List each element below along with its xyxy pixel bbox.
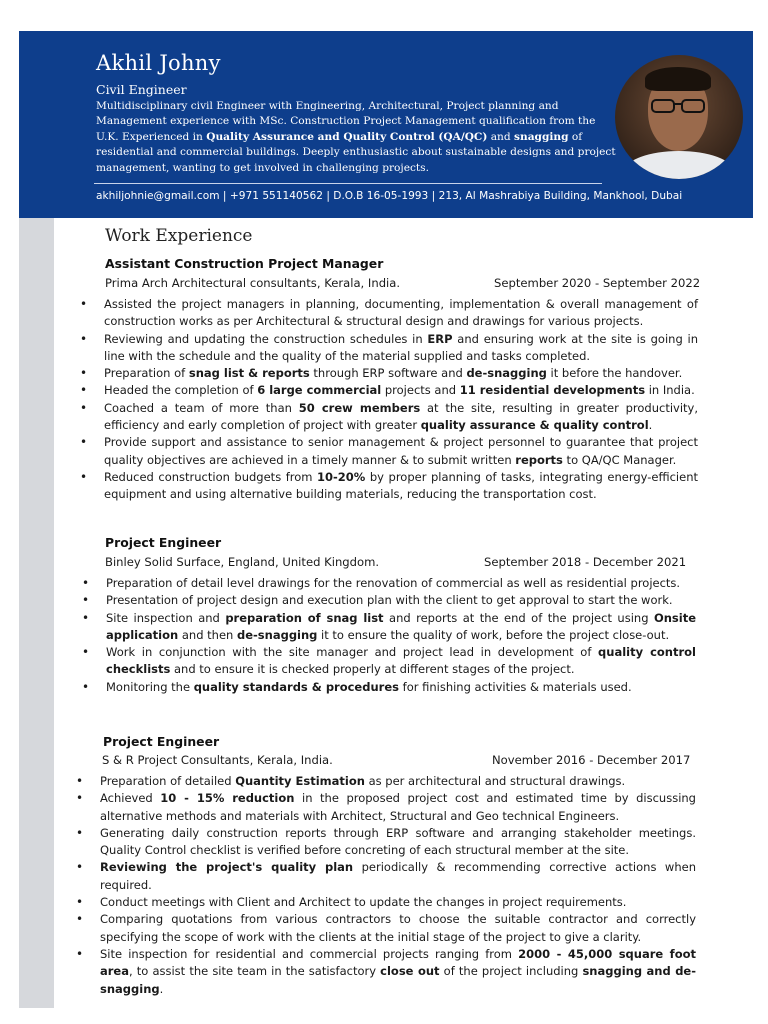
job-company: Prima Arch Architectural consultants, Kerala, India.	[105, 276, 401, 290]
bold-text: ERP	[427, 331, 453, 346]
text-run: in India.	[645, 383, 695, 398]
candidate-name: Akhil Johny	[96, 51, 221, 75]
text-run: Headed the completion of	[104, 383, 258, 398]
bullet-item	[100, 911, 696, 946]
bold-text: quality assurance & quality control	[420, 418, 649, 433]
text-run: it to ensure the quality of work, before the project close-out.	[317, 627, 670, 642]
bold-text: Reviewing the project's quality plan	[100, 860, 354, 875]
text-run: Monitoring the	[106, 679, 194, 694]
photo-hair	[645, 67, 711, 91]
job-dates: November 2016 - December 2017	[492, 753, 691, 767]
text-run: Site inspection for residential and commercial projects ranging from	[100, 946, 519, 961]
bold-text: preparation of snag list	[225, 610, 384, 625]
text-run: Preparation of detailed	[100, 774, 236, 788]
glasses-icon	[650, 99, 706, 113]
bullet-item	[106, 679, 696, 696]
bullet-item	[106, 610, 696, 645]
text-run: for finishing activities & materials used.	[398, 679, 632, 694]
text-run: Site inspection and	[106, 610, 226, 625]
bullet-item	[104, 400, 698, 435]
bullet-item	[104, 382, 698, 399]
text-run: at the site, resulting in greater productivity, efficiency and early completion of project with greater	[104, 400, 698, 433]
bold-text: reports	[515, 452, 563, 467]
bold-text: snagging	[514, 130, 569, 143]
text-run: to QA/QC Manager.	[562, 452, 677, 467]
header-banner	[19, 31, 753, 218]
bold-text: 11 residential developments	[459, 383, 646, 398]
text-run: Provide support and assistance to senior management & project personnel to guarantee that project quality objectives are achieved in a timely manner & to submit written	[104, 435, 698, 467]
job-title: Assistant Construction Project Manager	[105, 256, 384, 271]
bold-text: de-snagging	[466, 366, 547, 381]
text-run: by proper planning of tasks, integrating energy-efficient equipment and using alternative building materials, reducing the transportation cost.	[104, 469, 698, 502]
bullet-item	[104, 469, 698, 504]
candidate-role: Civil Engineer	[96, 82, 187, 97]
bullet-item	[100, 790, 696, 825]
job-company: Binley Solid Surface, England, United Kingdom.	[105, 555, 380, 569]
bold-text: close out	[380, 964, 440, 979]
profile-photo	[615, 55, 743, 179]
bullet-item	[106, 592, 696, 609]
bold-text: quality standards & procedures	[193, 679, 399, 694]
bold-text: 10-20%	[317, 469, 366, 484]
text-run: Conduct meetings with Client and Architect to update the changes in project requirements.	[100, 895, 627, 910]
bullet-item	[106, 644, 696, 679]
bold-text: snag list & reports	[188, 366, 310, 381]
text-run: Presentation of project design and execution plan with the client to get approval to start the work.	[106, 593, 673, 608]
bold-text: de-snagging	[236, 627, 318, 642]
job-company: S & R Project Consultants, Kerala, India.	[102, 753, 333, 767]
text-run: periodically & recommending corrective actions when required.	[100, 860, 696, 892]
bullet-item	[100, 773, 696, 790]
text-run: .	[159, 981, 164, 996]
job-bullets	[100, 773, 696, 998]
bullet-item	[104, 296, 698, 331]
left-margin-strip	[19, 218, 54, 1008]
text-run: it before the handover.	[546, 366, 683, 381]
bold-text: 6 large commercial	[257, 383, 382, 398]
text-run: as per architectural and structural drawings.	[364, 774, 626, 788]
bold-text: 50 crew members	[298, 400, 421, 415]
text-run: and	[487, 130, 515, 143]
header-divider	[94, 183, 602, 184]
job-bullets	[106, 575, 696, 696]
bullet-item	[104, 365, 698, 382]
bullet-item	[100, 946, 696, 998]
job-title: Project Engineer	[105, 535, 222, 550]
text-run: projects and	[381, 383, 460, 398]
job-dates: September 2018 - December 2021	[484, 555, 687, 569]
photo-shirt	[625, 151, 733, 179]
work-experience-heading: Work Experience	[105, 226, 253, 246]
text-run: Preparation of	[104, 366, 189, 381]
bold-text: snagging and de-snagging	[100, 964, 697, 996]
bold-text: 2000 - 45,000 square foot area	[100, 946, 696, 979]
bullet-item	[100, 894, 696, 911]
text-run: Reduced construction budgets from	[104, 469, 318, 484]
job-title: Project Engineer	[103, 734, 220, 749]
job-bullets	[104, 296, 698, 504]
text-run: Achieved	[100, 791, 161, 806]
bullet-item	[104, 331, 698, 366]
bullet-item	[100, 825, 696, 860]
text-run: and then	[178, 627, 237, 642]
text-run: Work in conjunction with the site manager and project lead in development of	[106, 645, 599, 660]
text-run: through ERP software and	[309, 366, 467, 381]
text-run: .	[648, 418, 653, 433]
bold-text: Onsite application	[106, 610, 696, 642]
text-run: in the proposed project cost and estimated time by discussing alternative methods and materials with Architect, Structural and Geo technical Engineers.	[100, 791, 696, 823]
text-run: of residential and commercial buildings. Deeply enthusiastic about sustainable designs and project management, wanting to get involved in challenging projects.	[96, 130, 616, 174]
bullet-item	[100, 859, 696, 894]
text-run: Generating daily construction reports through ERP software and arranging stakeholder meetings. Quality Control checklist is verified before concreting of each structural member at the site.	[100, 825, 696, 858]
bold-text: Quality Assurance and Quality Control (QA/QC)	[206, 130, 488, 143]
text-run: Multidisciplinary civil Engineer with Engineering, Architectural, Project planning and Management experience with MSc. Construction Project Management qualification from the U.K. Experienced in	[96, 100, 596, 143]
text-run: Preparation of detail level drawings for the renovation of commercial as well as residential projects.	[106, 576, 681, 590]
bold-text: Quantity Estimation	[235, 774, 365, 788]
contact-line: akhiljohnie@gmail.com | +971 551140562 | D.O.B 16-05-1993 | 213, Al Mashrabiya Building, Mankhool, Dubai	[96, 190, 683, 202]
profile-summary	[96, 99, 618, 176]
bold-text: 10 - 15% reduction	[160, 791, 295, 806]
bold-text: quality control checklists	[106, 645, 696, 677]
text-run: and reports at the end of the project using	[383, 610, 654, 625]
text-run: Comparing quotations from various contractors to choose the suitable contractor and correctly specifying the scope of work with the clients at the initial stage of the project to give a clarity.	[100, 912, 696, 944]
text-run: of the project including	[439, 964, 583, 979]
text-run: and to ensure it is checked properly at different stages of the project.	[170, 662, 575, 677]
text-run: and ensuring work at the site is going in line with the schedule and the quality of the material supplied and tasks completed.	[104, 331, 698, 363]
text-run: Reviewing and updating the construction schedules in	[104, 331, 428, 346]
job-dates: September 2020 - September 2022	[494, 276, 701, 290]
text-run: Assisted the project managers in planning, documenting, implementation & overall management of construction works as per Architectural & structural design and drawings for various projects.	[104, 297, 698, 329]
text-run: , to assist the site team in the satisfactory	[129, 964, 381, 979]
text-run: Coached a team of more than	[104, 400, 299, 415]
bullet-item	[104, 434, 698, 469]
bullet-item	[106, 575, 696, 592]
